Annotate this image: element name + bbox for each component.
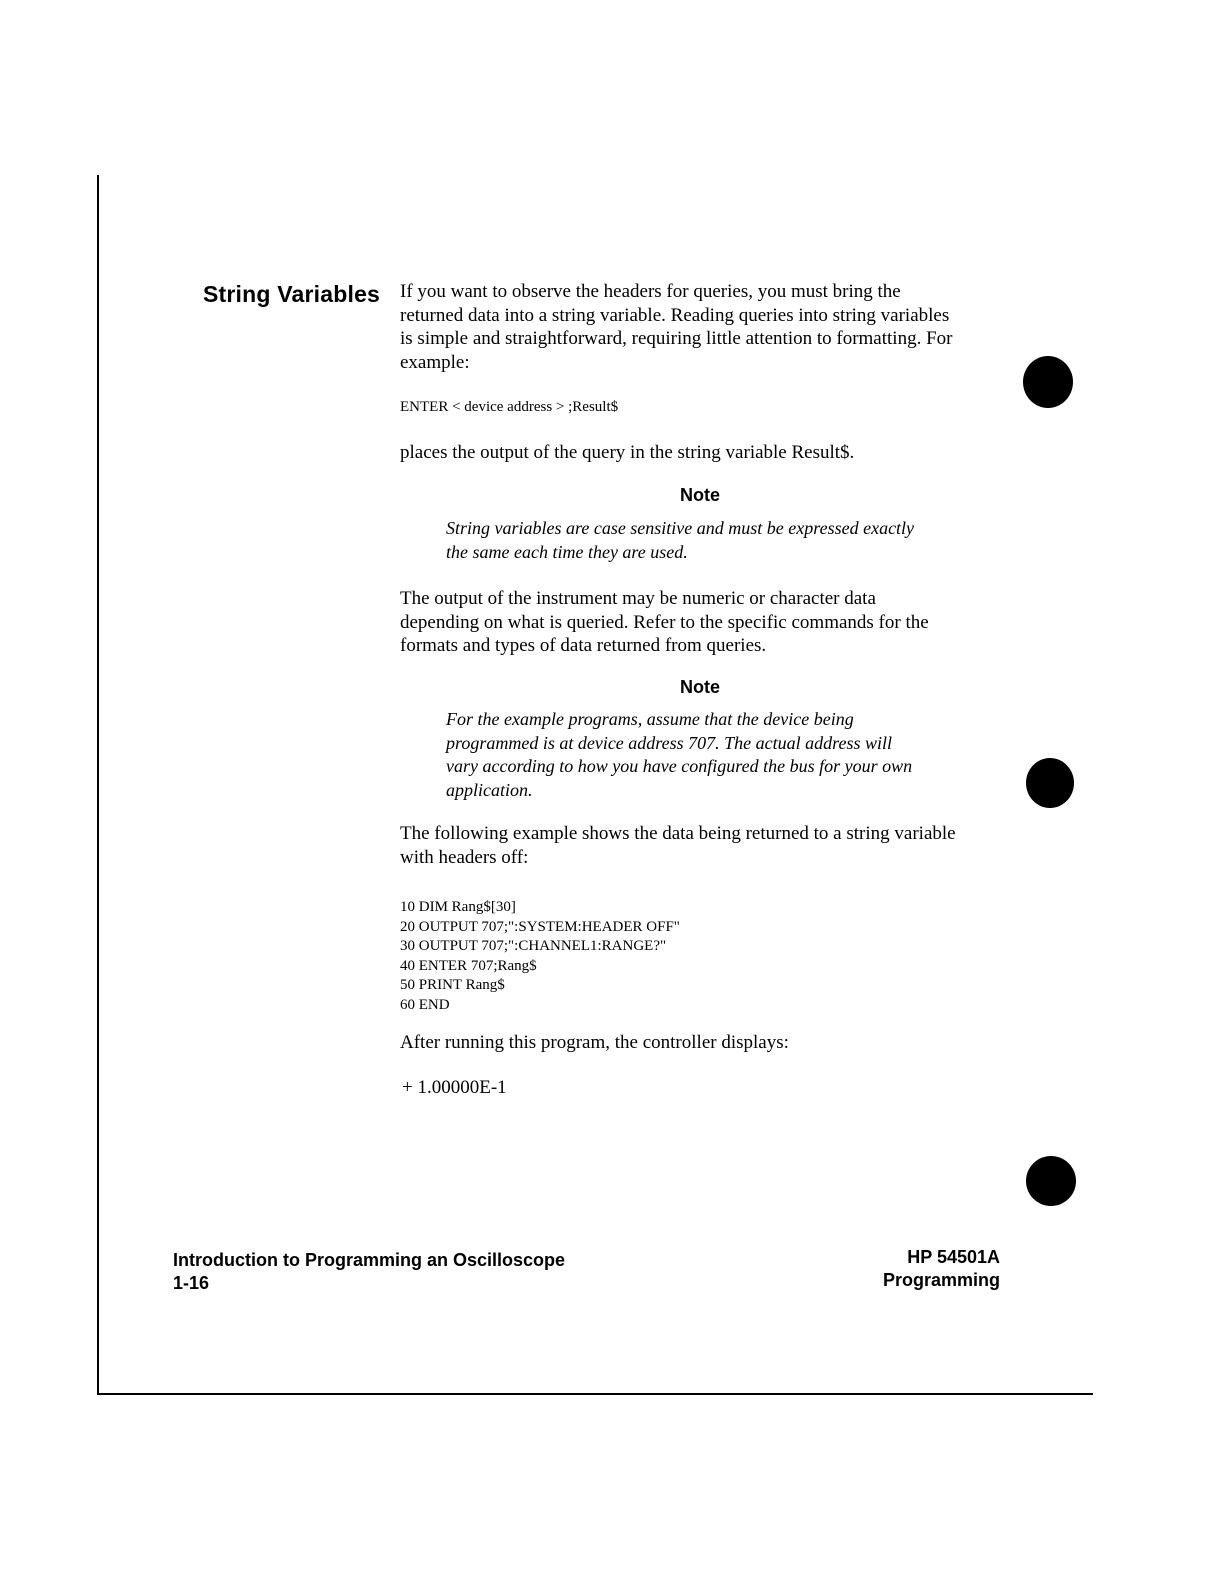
places-paragraph [400, 441, 1000, 465]
following-paragraph [400, 822, 1000, 869]
program-line: 60 END [400, 996, 450, 1013]
note-line: programmed is at device address 707. The actual address will [446, 732, 892, 753]
note-line: For the example programs, assume that the device being [446, 709, 854, 729]
program-line: 50 PRINT Rang$ [400, 977, 505, 993]
enter-example-code: ENTER < device address > ;Result$ [400, 399, 619, 415]
output-line: formats and types of data returned from queries. [400, 635, 767, 656]
intro-paragraph [400, 280, 1000, 374]
binder-hole-top [1023, 356, 1073, 408]
product-name: HP 54501A [907, 1247, 1000, 1267]
note-line: vary according to how you have configured the bus for your own [446, 756, 913, 776]
intro-line: returned data into a string variable. Reading queries into string variables [400, 304, 950, 326]
note-heading: Note [680, 677, 720, 697]
note-heading: Note [680, 485, 720, 505]
note-text [446, 708, 966, 802]
output-paragraph [400, 587, 1000, 658]
following-line: The following example shows the data being returned to a string variable [400, 823, 956, 844]
after-text: After running this program, the controller displays: [400, 1032, 789, 1053]
note-line: the same each time they are used. [446, 541, 688, 562]
result-output [402, 1076, 1002, 1100]
left-margin-rule [97, 175, 99, 1395]
intro-line: is simple and straightforward, requiring little attention to formatting. For [400, 328, 953, 349]
note-line: String variables are case sensitive and must be expressed exactly [446, 518, 915, 538]
intro-line: example: [400, 351, 470, 373]
following-line: with headers off: [400, 846, 529, 868]
places-text: places the output of the query in the string variable Result$. [400, 442, 855, 463]
result-value: + 1.00000E-1 [402, 1077, 507, 1098]
manual-name: Programming [882, 1270, 1000, 1290]
program-listing [400, 898, 1000, 1015]
program-line: 20 OUTPUT 707;":SYSTEM:HEADER OFF" [400, 918, 680, 935]
footer-right [860, 1246, 1000, 1292]
program-line: 40 ENTER 707;Rang$ [400, 957, 537, 974]
after-paragraph [400, 1031, 1000, 1055]
bottom-margin-rule [97, 1393, 1093, 1395]
intro-line: If you want to observe the headers for queries, you must bring the [400, 281, 901, 302]
binder-hole-middle [1026, 758, 1074, 808]
note-text [446, 517, 966, 564]
output-line: The output of the instrument may be numeric or character data [400, 588, 876, 609]
footer-left [173, 1249, 565, 1295]
binder-hole-bottom [1026, 1156, 1076, 1206]
program-line: 30 OUTPUT 707;":CHANNEL1:RANGE?" [400, 938, 667, 954]
program-line: 10 DIM Rang$[30] [400, 899, 516, 915]
page-number: 1-16 [173, 1273, 210, 1293]
output-line: depending on what is queried. Refer to the specific commands for the [400, 611, 929, 633]
chapter-title: Introduction to Programming an Oscilloscope [173, 1250, 566, 1270]
note-line: application. [446, 779, 533, 800]
enter-example [400, 398, 1000, 418]
section-heading: String Variables [203, 281, 381, 307]
